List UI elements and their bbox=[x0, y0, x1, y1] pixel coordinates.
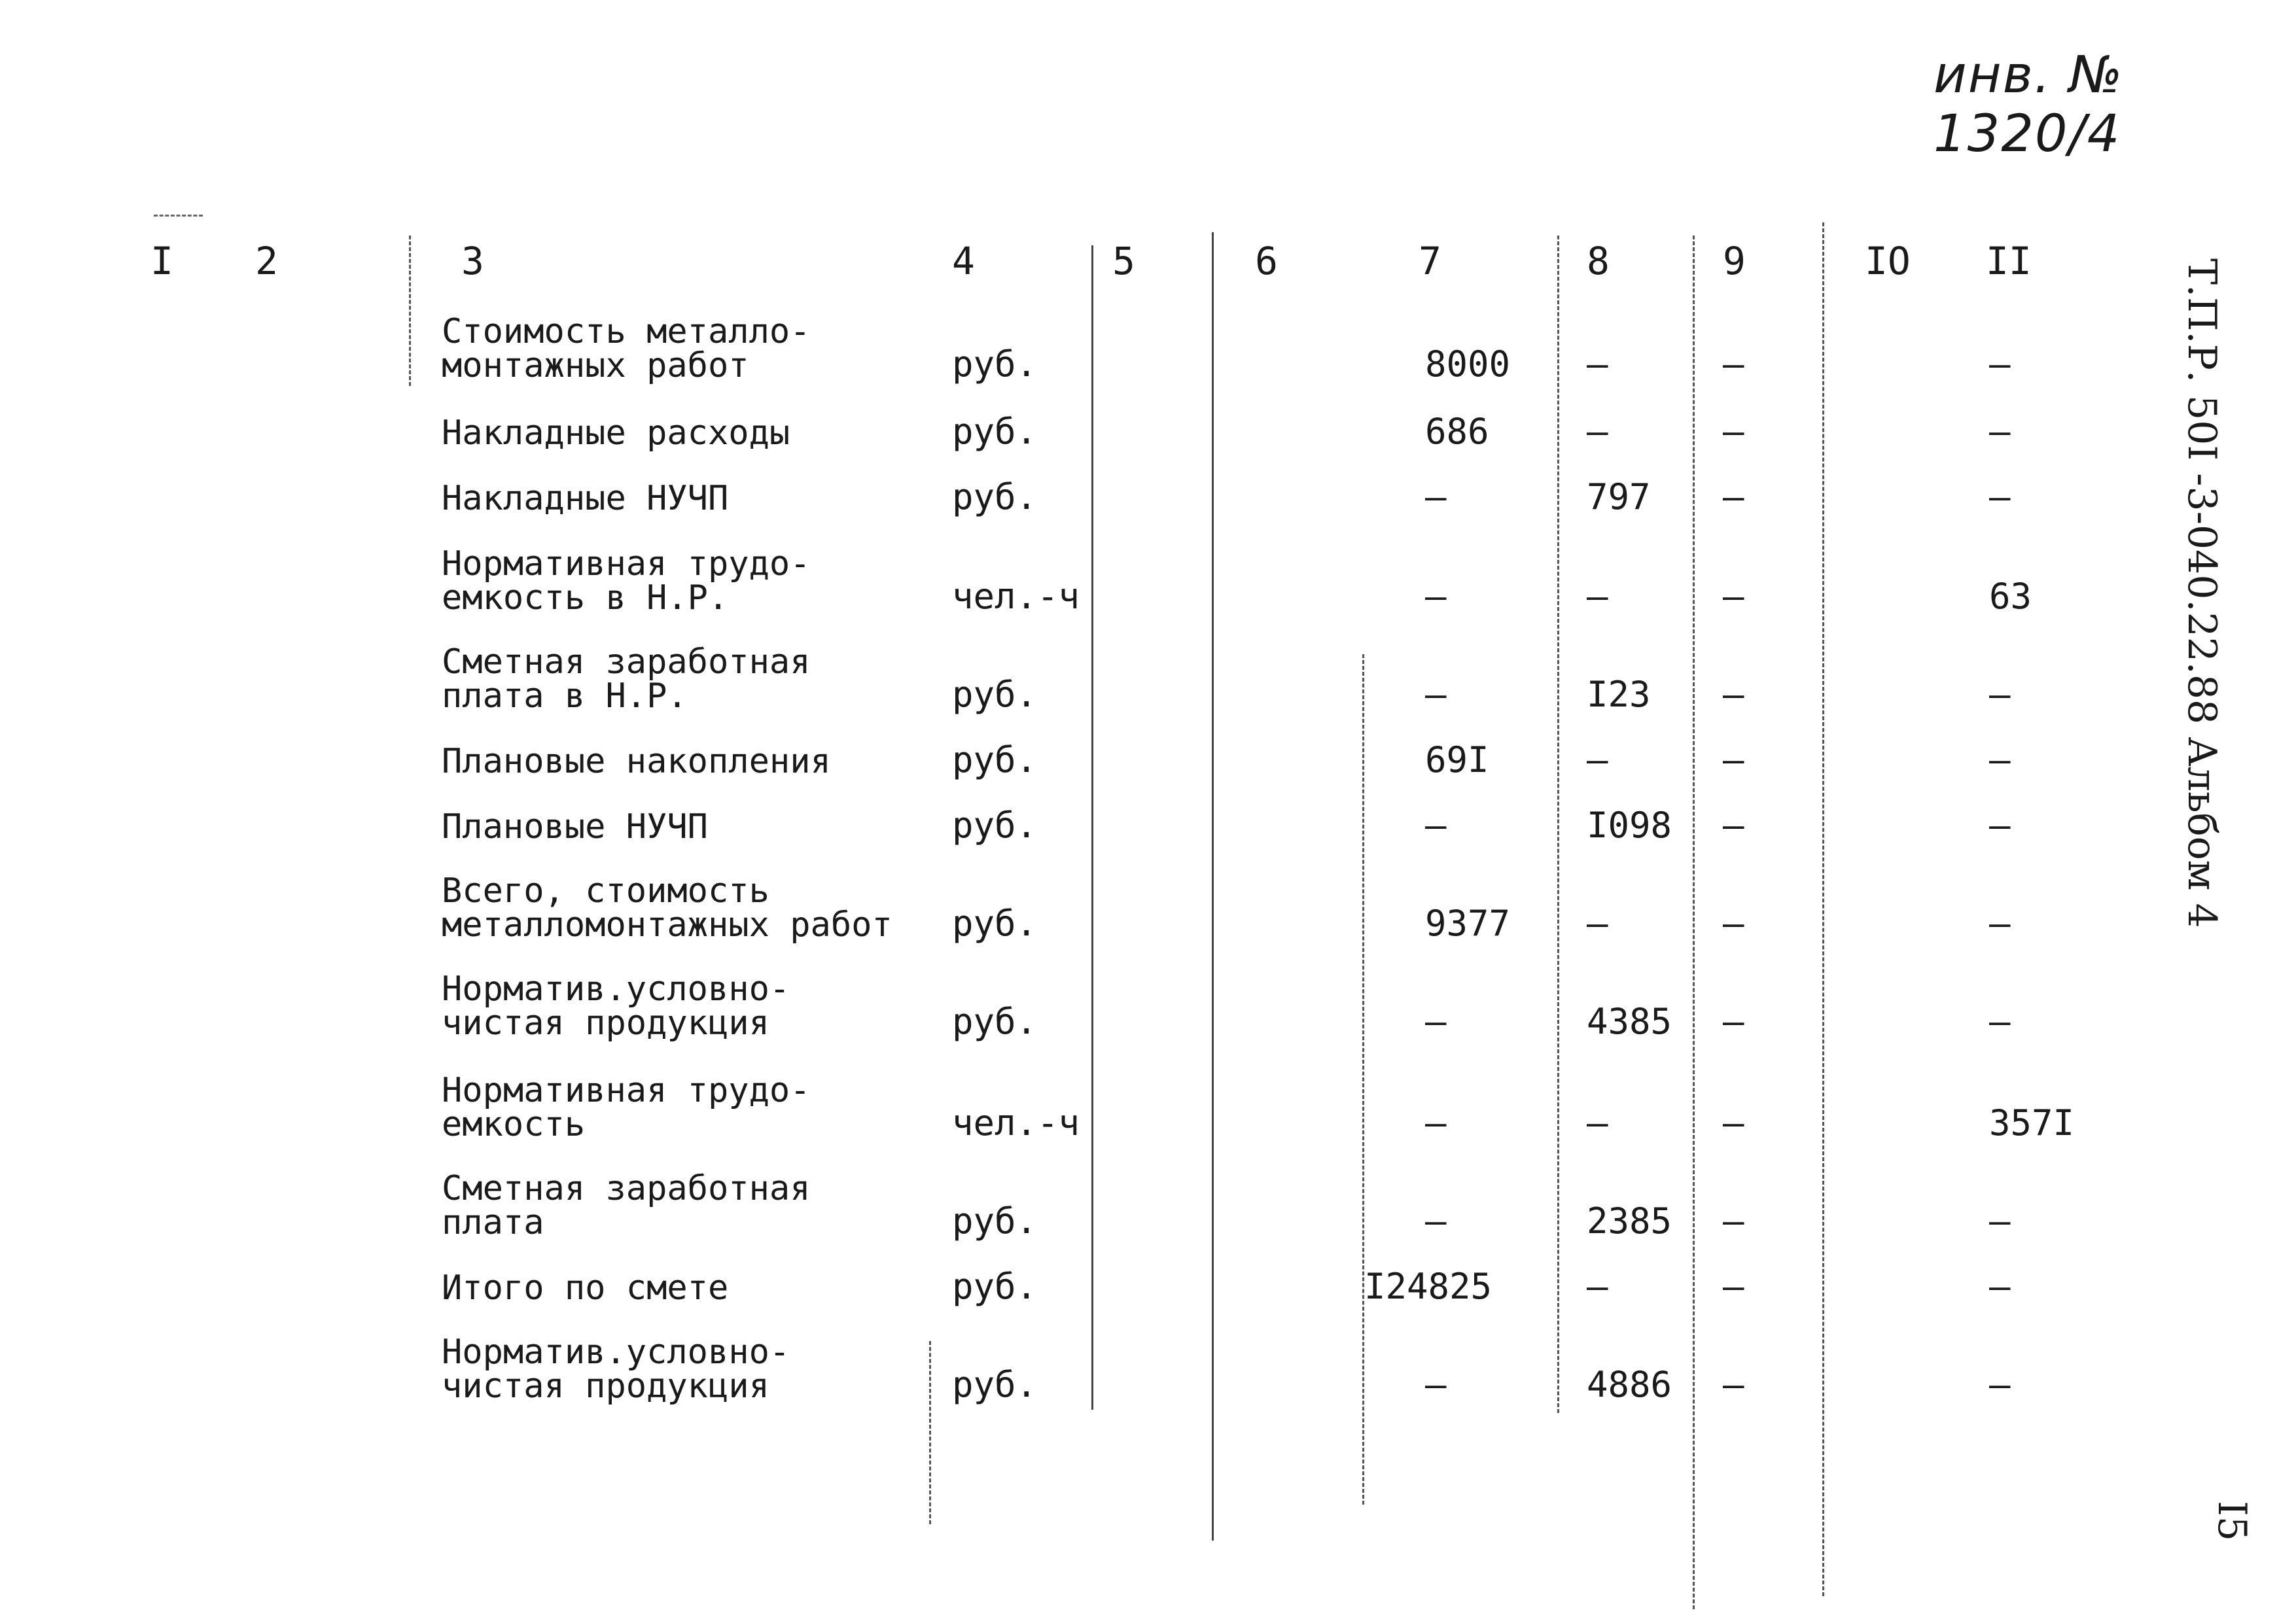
row-col9: – bbox=[1723, 1200, 1744, 1242]
row-col9: – bbox=[1723, 903, 1744, 944]
column-header-9: 9 bbox=[1723, 239, 1746, 283]
row-unit: руб. bbox=[952, 903, 1038, 944]
row-col9: – bbox=[1723, 674, 1744, 715]
row-col9: – bbox=[1723, 1266, 1744, 1307]
row-unit: руб. bbox=[952, 1200, 1038, 1242]
row-col9: – bbox=[1723, 476, 1744, 517]
row-col8: – bbox=[1587, 576, 1608, 617]
row-col7: 9377 bbox=[1425, 903, 1511, 944]
row-col11: – bbox=[1989, 476, 2011, 517]
row-col8: – bbox=[1587, 1102, 1608, 1143]
row-unit: чел.-ч bbox=[952, 576, 1080, 617]
column-header-3: 3 bbox=[461, 239, 484, 283]
row-col8: – bbox=[1587, 739, 1608, 780]
row-col9: – bbox=[1723, 576, 1744, 617]
table-row bbox=[0, 962, 2225, 1043]
row-unit: руб. bbox=[952, 1001, 1038, 1042]
column-header-6: 6 bbox=[1255, 239, 1278, 283]
table-row bbox=[0, 798, 2225, 844]
row-col11: – bbox=[1989, 1266, 2011, 1307]
row-col9: – bbox=[1723, 1102, 1744, 1143]
row-col7: – bbox=[1425, 1001, 1447, 1042]
row-col8: 797 bbox=[1587, 476, 1651, 517]
column-header-10: IO bbox=[1865, 239, 1911, 283]
row-col7: – bbox=[1425, 1364, 1447, 1405]
row-col9: – bbox=[1723, 1364, 1744, 1405]
row-col8: 4886 bbox=[1587, 1364, 1672, 1405]
row-name: Норматив.условно- чистая продукция bbox=[442, 969, 790, 1043]
row-name: Норматив.условно- чистая продукция bbox=[442, 1333, 790, 1406]
table-row bbox=[0, 301, 2225, 383]
side-designation: Т.П.Р. 50I -3-040.22.88 Альбом 4 bbox=[2179, 258, 2225, 928]
row-col7: – bbox=[1425, 476, 1447, 517]
row-col9: – bbox=[1723, 739, 1744, 780]
row-name: Нормативная трудо- емкость в Н.Р. bbox=[442, 544, 811, 618]
row-col8: – bbox=[1587, 343, 1608, 385]
row-col8: – bbox=[1587, 903, 1608, 944]
row-name: Накладные НУЧП bbox=[442, 479, 729, 518]
row-col8: I23 bbox=[1587, 674, 1651, 715]
row-col7: – bbox=[1425, 805, 1447, 846]
table-row bbox=[0, 1161, 2225, 1240]
row-col8: 2385 bbox=[1587, 1200, 1672, 1242]
table-row bbox=[0, 733, 2225, 781]
row-name: Итого по смете bbox=[442, 1268, 729, 1308]
row-col11: – bbox=[1989, 343, 2011, 385]
row-col9: – bbox=[1723, 411, 1744, 452]
row-col9: – bbox=[1723, 1001, 1744, 1042]
table-row bbox=[0, 1325, 2225, 1406]
row-col8: I098 bbox=[1587, 805, 1672, 846]
column-header-7: 7 bbox=[1419, 239, 1441, 283]
column-header-8: 8 bbox=[1587, 239, 1610, 283]
row-unit: руб. bbox=[952, 411, 1038, 452]
row-col7: – bbox=[1425, 1200, 1447, 1242]
row-name: Стоимость металло- монтажных работ bbox=[442, 312, 811, 385]
row-name: Сметная заработная плата в Н.Р. bbox=[442, 642, 811, 716]
row-col7: – bbox=[1425, 674, 1447, 715]
row-name: Всего, стоимость металломонтажных работ bbox=[442, 871, 892, 945]
table-row bbox=[0, 536, 2225, 618]
row-name: Плановые НУЧП bbox=[442, 807, 708, 846]
row-col11: – bbox=[1989, 739, 2011, 780]
row-name: Накладные расходы bbox=[442, 413, 790, 453]
table-row bbox=[0, 864, 2225, 945]
row-col7: I24825 bbox=[1364, 1266, 1492, 1307]
column-header-5: 5 bbox=[1112, 239, 1135, 283]
row-unit: руб. bbox=[952, 674, 1038, 715]
row-unit: руб. bbox=[952, 1364, 1038, 1405]
row-name: Сметная заработная плата bbox=[442, 1169, 811, 1242]
row-col11: 357I bbox=[1989, 1102, 2075, 1143]
column-header-1: I bbox=[150, 239, 173, 283]
table-row bbox=[0, 406, 2225, 453]
row-col11: – bbox=[1989, 903, 2011, 944]
page-number: I5 bbox=[2208, 1501, 2255, 1541]
column-header-4: 4 bbox=[952, 239, 975, 283]
table-row bbox=[0, 1063, 2225, 1142]
row-col8: – bbox=[1587, 1266, 1608, 1307]
inventory-number: инв. № 1320/4 bbox=[1934, 46, 2124, 164]
row-col9: – bbox=[1723, 805, 1744, 846]
corner-mark bbox=[154, 215, 203, 217]
row-col11: – bbox=[1989, 1364, 2011, 1405]
table-row bbox=[0, 635, 2225, 716]
row-unit: руб. bbox=[952, 476, 1038, 517]
row-col11: 63 bbox=[1989, 576, 2032, 617]
column-header-2: 2 bbox=[255, 239, 278, 283]
row-col11: – bbox=[1989, 805, 2011, 846]
row-col7: 8000 bbox=[1425, 343, 1511, 385]
row-unit: руб. bbox=[952, 805, 1038, 846]
row-col11: – bbox=[1989, 1001, 2011, 1042]
row-col11: – bbox=[1989, 674, 2011, 715]
row-name: Нормативная трудо- емкость bbox=[442, 1071, 811, 1144]
table-row bbox=[0, 471, 2225, 518]
row-unit: руб. bbox=[952, 343, 1038, 385]
table-row bbox=[0, 1259, 2225, 1308]
row-col7: – bbox=[1425, 576, 1447, 617]
row-unit: руб. bbox=[952, 1266, 1038, 1307]
row-unit: чел.-ч bbox=[952, 1102, 1080, 1143]
row-unit: руб. bbox=[952, 739, 1038, 780]
column-header-11: II bbox=[1986, 239, 2032, 283]
row-col7: – bbox=[1425, 1102, 1447, 1143]
row-col11: – bbox=[1989, 411, 2011, 452]
row-col8: 4385 bbox=[1587, 1001, 1672, 1042]
row-col7: 69I bbox=[1425, 739, 1489, 780]
row-col9: – bbox=[1723, 343, 1744, 385]
row-name: Плановые накопления bbox=[442, 742, 831, 781]
row-col8: – bbox=[1587, 411, 1608, 452]
row-col11: – bbox=[1989, 1200, 2011, 1242]
row-col7: 686 bbox=[1425, 411, 1489, 452]
